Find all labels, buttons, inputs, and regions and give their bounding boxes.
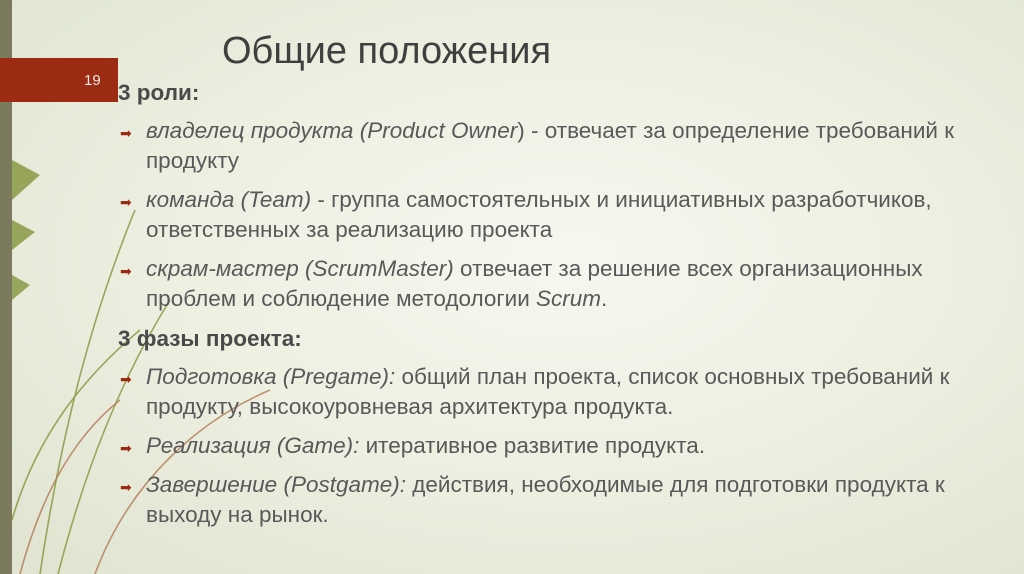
arrow-bullet-icon: ➡ xyxy=(120,263,132,279)
bullet-text: Подготовка (Pregame): xyxy=(146,364,396,389)
arrow-bullet-icon: ➡ xyxy=(120,440,132,456)
slide-number-tab xyxy=(0,58,118,102)
arrow-bullet-icon: ➡ xyxy=(120,479,132,495)
slide-content xyxy=(118,78,998,539)
section-heading: 3 фазы проекта: xyxy=(118,326,302,351)
bullet-text: команда (Team) xyxy=(146,187,312,212)
section-heading: 3 роли: xyxy=(118,80,200,105)
bullet-text: . xyxy=(601,286,608,311)
bullet-text: итеративное развитие продукта. xyxy=(359,433,706,458)
bullet-item xyxy=(118,470,998,530)
bullet-text: владелец продукта ( xyxy=(146,118,368,143)
bullet-text: - группа самостоятельных и инициативных разработчиков, ответственных за реализацию проекта xyxy=(146,187,932,242)
bullet-item xyxy=(118,431,998,461)
arrow-bullet-icon: ➡ xyxy=(120,371,132,387)
arrow-bullet-icon: ➡ xyxy=(120,194,132,210)
bullet-item xyxy=(118,185,998,245)
bullet-item xyxy=(118,362,998,422)
bullet-text: ) - отвечает за определение требований к продукту xyxy=(146,118,955,173)
bullet-text: действия, необходимые для подготовки продукта к выходу на рынок. xyxy=(146,472,945,527)
slide-title: Общие положения xyxy=(222,30,552,72)
bullet-text: Scrum xyxy=(536,286,602,311)
arrow-bullet-icon: ➡ xyxy=(120,125,132,141)
bullet-text: отвечает за решение всех организационных проблем и соблюдение методологии xyxy=(146,256,923,311)
bullet-item xyxy=(118,254,998,314)
bullet-text: скрам-мастер (ScrumMaster) xyxy=(146,256,454,281)
bullet-text: Реализация (Game): xyxy=(146,433,360,458)
bullet-text: Product Owner xyxy=(367,118,518,143)
bullet-text: Завершение (Postgame): xyxy=(146,472,406,497)
slide-number: 19 xyxy=(84,72,101,89)
bullet-text: общий план проекта, список основных требований к продукту, высокоуровневая архитектура продукта. xyxy=(146,364,950,419)
bullet-item xyxy=(118,116,998,176)
